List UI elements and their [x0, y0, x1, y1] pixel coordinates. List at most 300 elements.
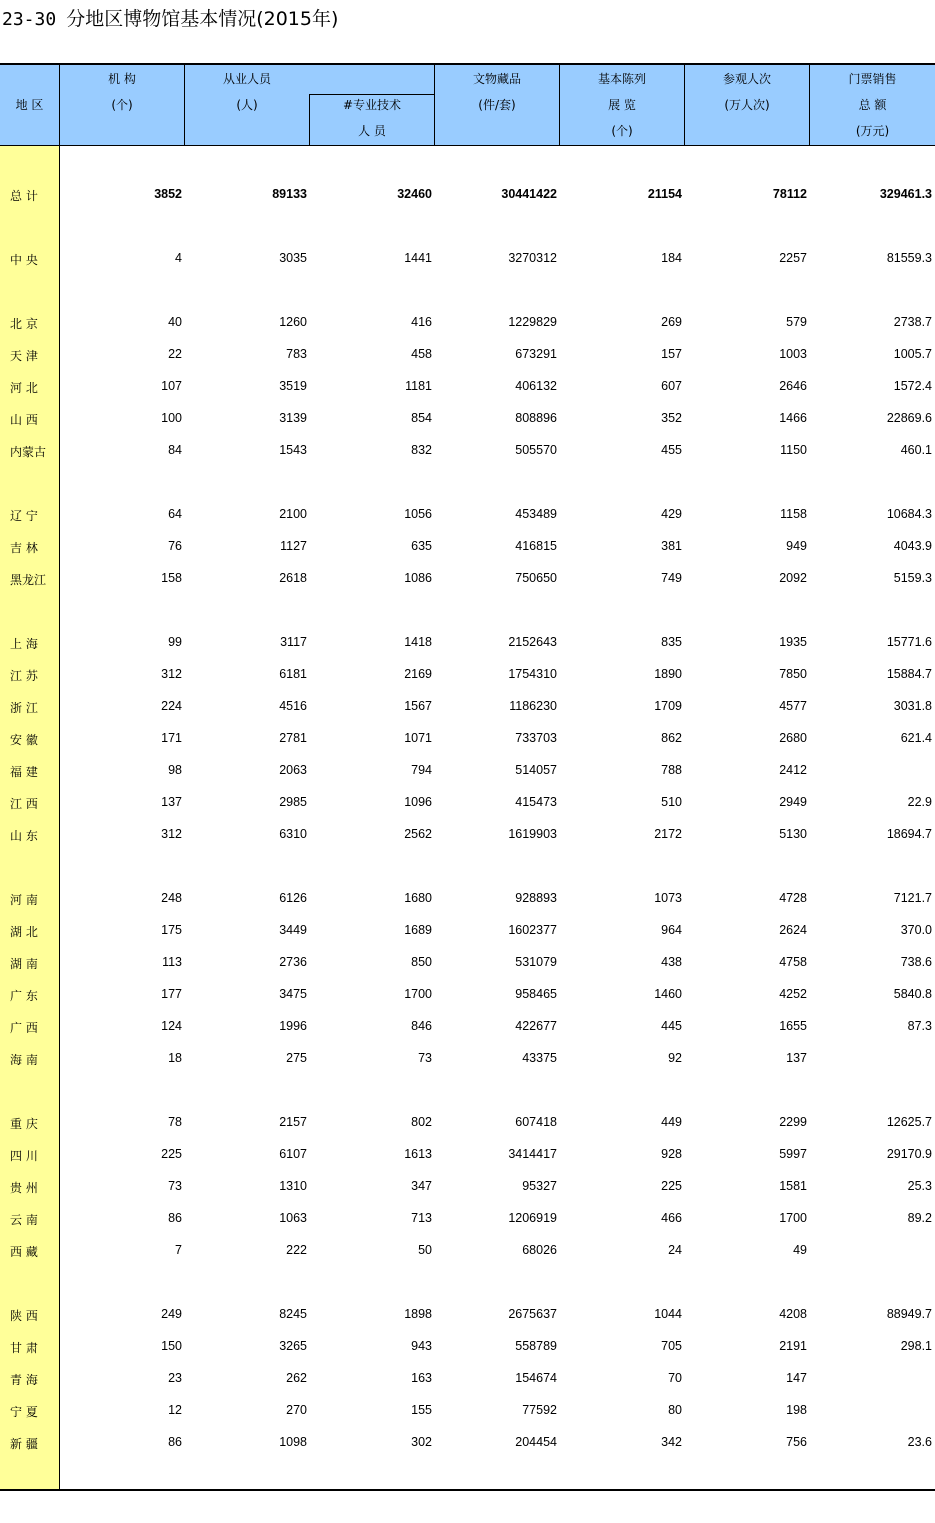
cell-institutions: 171 — [161, 731, 182, 745]
table-row — [0, 568, 935, 588]
cell-exhibitions: 438 — [661, 955, 682, 969]
cell-tech-staff: 794 — [411, 763, 432, 777]
header-collections-unit: (件/套) — [478, 98, 516, 112]
cell-tickets: 5159.3 — [893, 571, 932, 585]
cell-exhibitions: 269 — [661, 315, 682, 329]
cell-visitors: 1700 — [779, 1211, 807, 1225]
header-region: 地 区 — [15, 98, 44, 112]
region-name: 天 津 — [10, 349, 38, 363]
cell-tech-staff: 1181 — [405, 379, 432, 393]
cell-tech-staff: 347 — [411, 1179, 432, 1193]
cell-tech-staff: 416 — [411, 315, 432, 329]
cell-institutions: 249 — [161, 1307, 182, 1321]
cell-staff: 2781 — [279, 731, 307, 745]
cell-exhibitions: 449 — [661, 1115, 682, 1129]
cell-exhibitions: 835 — [661, 635, 682, 649]
cell-visitors: 5130 — [779, 827, 807, 841]
cell-institutions: 86 — [168, 1211, 182, 1225]
cell-exhibitions: 92 — [668, 1051, 682, 1065]
cell-tickets: 2738.7 — [893, 315, 932, 329]
cell-collections: 30441422 — [501, 187, 557, 201]
table-row — [0, 696, 935, 716]
table-row — [0, 408, 935, 428]
region-name: 河 北 — [10, 381, 38, 395]
cell-staff: 6126 — [279, 891, 307, 905]
cell-staff: 89133 — [272, 187, 307, 201]
cell-institutions: 22 — [168, 347, 182, 361]
cell-collections: 1602377 — [508, 923, 557, 937]
cell-tech-staff: 1689 — [404, 923, 432, 937]
table-row — [0, 1432, 935, 1452]
header-exhibitions-2: 展 览 — [608, 98, 636, 112]
table-row — [0, 1048, 935, 1068]
header-exhibitions-unit: (个) — [611, 124, 633, 138]
cell-staff: 6107 — [279, 1147, 307, 1161]
region-name: 广 东 — [10, 989, 38, 1003]
cell-tickets: 1005.7 — [893, 347, 932, 361]
table-row — [0, 632, 935, 652]
cell-collections: 750650 — [515, 571, 557, 585]
cell-tickets: 23.6 — [907, 1435, 932, 1449]
cell-staff: 6310 — [279, 827, 307, 841]
region-name: 海 南 — [10, 1053, 38, 1067]
cell-institutions: 98 — [168, 763, 182, 777]
table-row — [0, 440, 935, 460]
table-row — [0, 952, 935, 972]
cell-visitors: 147 — [786, 1371, 807, 1385]
table-row — [0, 1016, 935, 1036]
cell-tech-staff: 1700 — [404, 987, 432, 1001]
region-name: 湖 北 — [10, 925, 38, 939]
cell-collections: 77592 — [522, 1403, 557, 1417]
table-row — [0, 248, 935, 268]
cell-tech-staff: 1567 — [404, 699, 432, 713]
subheader-divider — [309, 94, 434, 95]
cell-visitors: 2191 — [779, 1339, 807, 1353]
region-name: 广 西 — [10, 1021, 38, 1035]
cell-institutions: 99 — [168, 635, 182, 649]
cell-institutions: 18 — [168, 1051, 182, 1065]
cell-visitors: 137 — [786, 1051, 807, 1065]
cell-staff: 1543 — [279, 443, 307, 457]
cell-institutions: 224 — [161, 699, 182, 713]
cell-staff: 1260 — [279, 315, 307, 329]
cell-visitors: 4577 — [779, 699, 807, 713]
cell-tech-staff: 1898 — [404, 1307, 432, 1321]
cell-tech-staff: 635 — [411, 539, 432, 553]
header-visitors: 参观人次 — [722, 72, 771, 86]
header-tickets-unit: (万元) — [855, 124, 890, 138]
header-tickets: 门票销售 — [848, 72, 897, 86]
table-row — [0, 1208, 935, 1228]
cell-exhibitions: 455 — [661, 443, 682, 457]
table-row — [0, 536, 935, 556]
table-row — [0, 920, 935, 940]
table-row — [0, 888, 935, 908]
cell-institutions: 225 — [161, 1147, 182, 1161]
cell-visitors: 949 — [786, 539, 807, 553]
cell-collections: 2152643 — [508, 635, 557, 649]
cell-visitors: 1581 — [779, 1179, 807, 1193]
cell-tech-staff: 802 — [411, 1115, 432, 1129]
cell-tech-staff: 713 — [411, 1211, 432, 1225]
cell-collections: 3270312 — [508, 251, 557, 265]
header-institutions: 机 构 — [108, 72, 136, 86]
cell-exhibitions: 184 — [661, 251, 682, 265]
table-row — [0, 1176, 935, 1196]
cell-tech-staff: 1086 — [404, 571, 432, 585]
cell-staff: 2985 — [279, 795, 307, 809]
cell-collections: 204454 — [515, 1435, 557, 1449]
region-name: 宁 夏 — [10, 1405, 38, 1419]
cell-staff: 2100 — [279, 507, 307, 521]
table-row — [0, 824, 935, 844]
cell-exhibitions: 352 — [661, 411, 682, 425]
cell-collections: 558789 — [515, 1339, 557, 1353]
cell-institutions: 137 — [161, 795, 182, 809]
cell-collections: 453489 — [515, 507, 557, 521]
cell-tech-staff: 1680 — [404, 891, 432, 905]
cell-institutions: 312 — [161, 667, 182, 681]
cell-institutions: 76 — [168, 539, 182, 553]
cell-exhibitions: 342 — [661, 1435, 682, 1449]
cell-staff: 3449 — [279, 923, 307, 937]
cell-staff: 3475 — [279, 987, 307, 1001]
cell-institutions: 4 — [175, 251, 182, 265]
cell-tickets: 7121.7 — [893, 891, 932, 905]
cell-tickets: 89.2 — [907, 1211, 932, 1225]
region-name: 内蒙古 — [10, 445, 47, 459]
cell-collections: 2675637 — [508, 1307, 557, 1321]
cell-tech-staff: 854 — [411, 411, 432, 425]
cell-staff: 3139 — [279, 411, 307, 425]
cell-institutions: 12 — [168, 1403, 182, 1417]
region-name: 重 庆 — [10, 1117, 38, 1131]
cell-tickets: 329461.3 — [879, 187, 932, 201]
region-name: 河 南 — [10, 893, 38, 907]
cell-tech-staff: 1096 — [404, 795, 432, 809]
header-collections: 文物藏品 — [472, 72, 521, 86]
cell-tickets: 22.9 — [907, 795, 932, 809]
cell-institutions: 248 — [161, 891, 182, 905]
cell-tickets: 3031.8 — [893, 699, 932, 713]
cell-staff: 3265 — [279, 1339, 307, 1353]
cell-staff: 2063 — [279, 763, 307, 777]
cell-tickets: 15771.6 — [886, 635, 932, 649]
cell-collections: 505570 — [515, 443, 557, 457]
cell-tickets: 29170.9 — [886, 1147, 932, 1161]
region-name: 吉 林 — [10, 541, 38, 555]
cell-tickets: 15884.7 — [886, 667, 932, 681]
cell-institutions: 7 — [175, 1243, 182, 1257]
cell-tech-staff: 943 — [411, 1339, 432, 1353]
cell-tickets: 1572.4 — [893, 379, 932, 393]
cell-visitors: 4728 — [779, 891, 807, 905]
cell-staff: 1996 — [279, 1019, 307, 1033]
cell-visitors: 1158 — [780, 507, 807, 521]
cell-collections: 733703 — [515, 731, 557, 745]
cell-staff: 1127 — [280, 539, 307, 553]
cell-collections: 928893 — [515, 891, 557, 905]
cell-staff: 1098 — [279, 1435, 307, 1449]
cell-exhibitions: 24 — [668, 1243, 682, 1257]
table-row — [0, 1144, 935, 1164]
cell-collections: 958465 — [515, 987, 557, 1001]
region-name: 四 川 — [10, 1149, 38, 1163]
region-name: 辽 宁 — [10, 509, 38, 523]
cell-institutions: 150 — [161, 1339, 182, 1353]
cell-exhibitions: 788 — [661, 763, 682, 777]
cell-tickets: 12625.7 — [886, 1115, 932, 1129]
header-staff-unit: (人) — [236, 98, 258, 112]
region-name: 山 西 — [10, 413, 38, 427]
cell-tech-staff: 1056 — [404, 507, 432, 521]
cell-visitors: 49 — [793, 1243, 807, 1257]
cell-collections: 415473 — [515, 795, 557, 809]
cell-collections: 95327 — [522, 1179, 557, 1193]
region-name: 湖 南 — [10, 957, 38, 971]
cell-tickets: 4043.9 — [893, 539, 932, 553]
cell-tech-staff: 1071 — [404, 731, 432, 745]
cell-tickets: 370.0 — [900, 923, 932, 937]
header-exhibitions: 基本陈列 — [597, 72, 646, 86]
table-row — [0, 504, 935, 524]
table-row — [0, 984, 935, 1004]
region-name: 上 海 — [10, 637, 38, 651]
cell-visitors: 1150 — [780, 443, 807, 457]
table-row — [0, 1368, 935, 1388]
cell-tech-staff: 1613 — [404, 1147, 432, 1161]
cell-visitors: 2092 — [779, 571, 807, 585]
cell-tech-staff: 1418 — [404, 635, 432, 649]
table-row — [0, 1336, 935, 1356]
table-row — [0, 728, 935, 748]
cell-exhibitions: 1073 — [654, 891, 682, 905]
cell-visitors: 5997 — [779, 1147, 807, 1161]
cell-tech-staff: 73 — [418, 1051, 432, 1065]
cell-collections: 416815 — [515, 539, 557, 553]
cell-staff: 275 — [286, 1051, 307, 1065]
cell-exhibitions: 1044 — [654, 1307, 682, 1321]
cell-exhibitions: 157 — [661, 347, 682, 361]
cell-institutions: 78 — [168, 1115, 182, 1129]
table-top-border — [0, 63, 935, 65]
cell-tech-staff: 850 — [411, 955, 432, 969]
header-bottom-border — [0, 145, 935, 146]
table-title: 分地区博物馆基本情况(2015年) — [66, 8, 339, 30]
region-name: 北 京 — [10, 317, 38, 331]
region-name: 安 徽 — [10, 733, 38, 747]
cell-tech-staff: 846 — [411, 1019, 432, 1033]
region-name: 福 建 — [10, 765, 38, 779]
cell-staff: 4516 — [279, 699, 307, 713]
cell-tech-staff: 32460 — [397, 187, 432, 201]
cell-institutions: 158 — [161, 571, 182, 585]
table-row — [0, 312, 935, 332]
cell-staff: 1063 — [279, 1211, 307, 1225]
cell-staff: 2736 — [279, 955, 307, 969]
cell-collections: 808896 — [515, 411, 557, 425]
cell-exhibitions: 445 — [661, 1019, 682, 1033]
cell-visitors: 2257 — [779, 251, 807, 265]
cell-tickets: 10684.3 — [886, 507, 932, 521]
cell-exhibitions: 928 — [661, 1147, 682, 1161]
cell-visitors: 2680 — [779, 731, 807, 745]
table-row — [0, 792, 935, 812]
page-title — [2, 4, 338, 31]
region-name: 中 央 — [10, 253, 38, 267]
cell-staff: 2157 — [279, 1115, 307, 1129]
cell-collections: 1619903 — [508, 827, 557, 841]
cell-exhibitions: 2172 — [654, 827, 682, 841]
cell-institutions: 113 — [162, 955, 182, 969]
cell-collections: 1206919 — [508, 1211, 557, 1225]
region-name: 江 西 — [10, 797, 38, 811]
region-name: 山 东 — [10, 829, 38, 843]
cell-tickets: 298.1 — [900, 1339, 932, 1353]
cell-collections: 422677 — [515, 1019, 557, 1033]
table-row — [0, 184, 935, 204]
cell-tickets: 25.3 — [907, 1179, 932, 1193]
cell-visitors: 4208 — [779, 1307, 807, 1321]
cell-visitors: 4758 — [779, 955, 807, 969]
table-row — [0, 376, 935, 396]
cell-tickets: 5840.8 — [893, 987, 932, 1001]
cell-staff: 2618 — [279, 571, 307, 585]
cell-visitors: 756 — [786, 1435, 807, 1449]
cell-exhibitions: 381 — [661, 539, 682, 553]
cell-tickets: 460.1 — [900, 443, 932, 457]
cell-tech-staff: 302 — [411, 1435, 432, 1449]
cell-institutions: 100 — [161, 411, 182, 425]
cell-exhibitions: 964 — [661, 923, 682, 937]
header-institutions-unit: (个) — [111, 98, 133, 112]
cell-exhibitions: 429 — [661, 507, 682, 521]
cell-visitors: 4252 — [779, 987, 807, 1001]
cell-visitors: 198 — [786, 1403, 807, 1417]
table-row — [0, 760, 935, 780]
header-tech-staff-2: 人 员 — [358, 124, 386, 138]
region-name: 云 南 — [10, 1213, 38, 1227]
cell-tickets: 81559.3 — [886, 251, 932, 265]
cell-exhibitions: 510 — [661, 795, 682, 809]
cell-collections: 673291 — [515, 347, 557, 361]
cell-tech-staff: 163 — [411, 1371, 432, 1385]
cell-visitors: 2624 — [779, 923, 807, 937]
cell-visitors: 7850 — [779, 667, 807, 681]
cell-visitors: 2949 — [779, 795, 807, 809]
cell-collections: 43375 — [522, 1051, 557, 1065]
header-staff: 从业人员 — [222, 72, 271, 86]
cell-exhibitions: 466 — [661, 1211, 682, 1225]
cell-collections: 1754310 — [508, 667, 557, 681]
cell-collections: 1186230 — [509, 699, 557, 713]
cell-visitors: 1003 — [779, 347, 807, 361]
cell-visitors: 2646 — [779, 379, 807, 393]
cell-institutions: 86 — [168, 1435, 182, 1449]
cell-visitors: 78112 — [772, 187, 807, 201]
cell-exhibitions: 607 — [661, 379, 682, 393]
table-bottom-border — [0, 1489, 935, 1491]
region-name: 浙 江 — [10, 701, 38, 715]
region-name: 陕 西 — [10, 1309, 38, 1323]
cell-staff: 1310 — [279, 1179, 307, 1193]
cell-visitors: 2299 — [779, 1115, 807, 1129]
cell-staff: 783 — [286, 347, 307, 361]
cell-tech-staff: 2169 — [404, 667, 432, 681]
cell-visitors: 1935 — [779, 635, 807, 649]
cell-tech-staff: 155 — [411, 1403, 432, 1417]
cell-tech-staff: 458 — [411, 347, 432, 361]
cell-exhibitions: 21154 — [647, 187, 682, 201]
cell-exhibitions: 749 — [661, 571, 682, 585]
header-tickets-2: 总 额 — [858, 98, 887, 112]
cell-exhibitions: 225 — [661, 1179, 682, 1193]
cell-staff: 8245 — [279, 1307, 307, 1321]
table-row — [0, 1304, 935, 1324]
table-number: 23-30 — [2, 9, 57, 30]
cell-collections: 406132 — [515, 379, 557, 393]
region-name: 甘 肃 — [10, 1341, 38, 1355]
cell-exhibitions: 80 — [668, 1403, 682, 1417]
cell-institutions: 23 — [168, 1371, 182, 1385]
cell-visitors: 2412 — [779, 763, 807, 777]
region-name: 西 藏 — [10, 1245, 38, 1259]
cell-exhibitions: 1709 — [654, 699, 682, 713]
cell-exhibitions: 70 — [668, 1371, 682, 1385]
header-visitors-unit: (万人次) — [724, 98, 770, 112]
cell-tickets: 621.4 — [900, 731, 932, 745]
cell-collections: 3414417 — [508, 1147, 557, 1161]
region-name: 贵 州 — [10, 1181, 38, 1195]
cell-collections: 607418 — [515, 1115, 557, 1129]
cell-institutions: 73 — [168, 1179, 182, 1193]
region-name: 黑龙江 — [10, 573, 47, 587]
region-name: 江 苏 — [10, 669, 38, 683]
cell-institutions: 64 — [168, 507, 182, 521]
cell-exhibitions: 705 — [661, 1339, 682, 1353]
cell-institutions: 3852 — [154, 187, 182, 201]
cell-collections: 514057 — [515, 763, 557, 777]
cell-institutions: 177 — [161, 987, 182, 1001]
cell-exhibitions: 862 — [661, 731, 682, 745]
cell-collections: 1229829 — [508, 315, 557, 329]
cell-institutions: 107 — [161, 379, 182, 393]
cell-staff: 222 — [286, 1243, 307, 1257]
cell-institutions: 124 — [161, 1019, 182, 1033]
table-row — [0, 1400, 935, 1420]
cell-tech-staff: 50 — [418, 1243, 432, 1257]
cell-institutions: 175 — [161, 923, 182, 937]
cell-institutions: 312 — [161, 827, 182, 841]
cell-tech-staff: 1441 — [404, 251, 432, 265]
cell-institutions: 84 — [168, 443, 182, 457]
region-name: 新 疆 — [10, 1437, 38, 1451]
cell-tech-staff: 832 — [411, 443, 432, 457]
header-tech-staff: #专业技术 — [342, 98, 402, 112]
table-row — [0, 1112, 935, 1132]
cell-exhibitions: 1460 — [654, 987, 682, 1001]
table-row — [0, 344, 935, 364]
cell-staff: 3117 — [280, 635, 307, 649]
cell-staff: 3035 — [279, 251, 307, 265]
cell-collections: 531079 — [515, 955, 557, 969]
cell-visitors: 579 — [786, 315, 807, 329]
cell-tickets: 87.3 — [907, 1019, 932, 1033]
cell-visitors: 1466 — [779, 411, 807, 425]
cell-tech-staff: 2562 — [404, 827, 432, 841]
cell-tickets: 738.6 — [900, 955, 932, 969]
